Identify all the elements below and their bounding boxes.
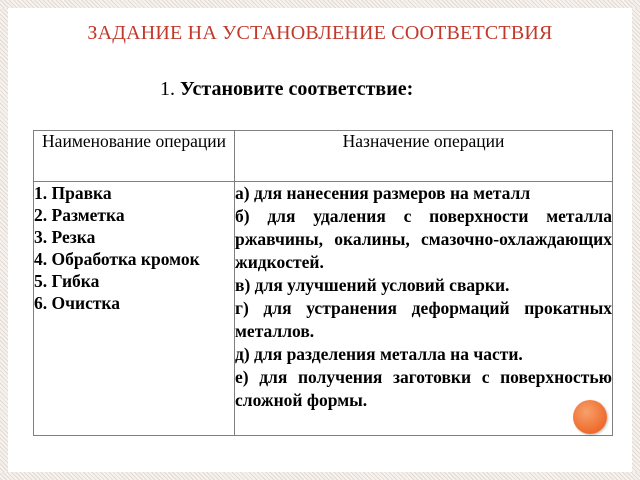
matching-table xyxy=(33,130,613,436)
task-heading xyxy=(160,78,413,100)
slide-title: ЗАДАНИЕ НА УСТАНОВЛЕНИЕ СООТВЕТСТВИЯ xyxy=(87,22,553,44)
purpose-item: д) для разделения металла на части. xyxy=(235,344,523,364)
table-header-row xyxy=(34,131,613,182)
operations-cell xyxy=(34,182,235,436)
operation-item: 1. Правка xyxy=(34,183,112,203)
operation-item: 5. Гибка xyxy=(34,271,100,291)
operation-item: 2. Разметка xyxy=(34,205,125,225)
operation-item: 6. Очистка xyxy=(34,293,120,313)
purpose-item: в) для улучшений условий сварки. xyxy=(235,275,510,295)
header-operation-purpose: Назначение операции xyxy=(235,131,613,182)
purpose-item: а) для нанесения размеров на металл xyxy=(235,183,531,203)
operation-item: 4. Обработка кромок xyxy=(34,249,200,269)
purpose-item: б) для удаления с поверхности металла ржавчины, окалины, смазочно-охлаждающих жидкостей. xyxy=(235,206,612,272)
task-number: 1. xyxy=(160,78,175,100)
orange-circle-decoration xyxy=(573,400,607,434)
purpose-item: е) для получения заготовки с поверхностью сложной формы. xyxy=(235,367,612,410)
operation-item: 3. Резка xyxy=(34,227,96,247)
task-text: Установите соответствие: xyxy=(180,78,414,100)
table-row xyxy=(34,182,613,436)
slide xyxy=(8,8,632,472)
purpose-item: г) для устранения деформаций прокатных металлов. xyxy=(235,298,612,341)
purposes-cell xyxy=(235,182,613,436)
header-operation-name: Наименование операции xyxy=(34,131,235,182)
